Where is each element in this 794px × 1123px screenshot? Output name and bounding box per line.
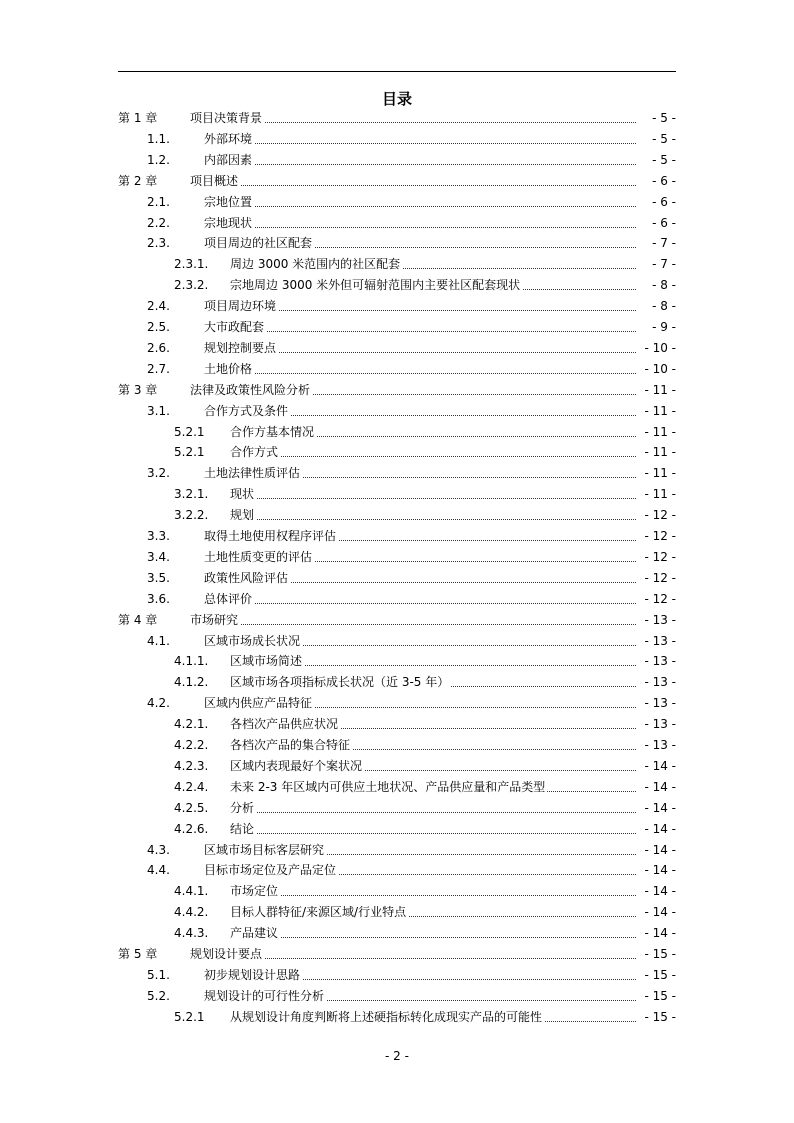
toc-dot-leader [204,373,636,374]
toc-entry[interactable] [118,986,676,1006]
toc-entry[interactable] [118,359,676,379]
toc-dot-leader [230,456,636,457]
toc-entry-label[interactable]: 区域市场目标客层研究 [204,840,326,860]
toc-entry-label[interactable]: 项目周边环境 [204,296,278,316]
toc-entry[interactable] [118,756,676,776]
toc-entry[interactable] [118,213,676,233]
toc-entry[interactable] [118,254,676,274]
toc-entry-number: 3.1. [147,403,170,418]
toc-entry-page: - 15 - [642,944,676,964]
toc-entry-number: 2.3.2. [174,278,209,293]
toc-dot-leader [190,624,636,625]
toc-entry-label[interactable]: 区域市场各项指标成长状况（近 3-5 年） [230,672,451,692]
toc-entry[interactable] [118,442,676,462]
toc-entry-number: 第 3 章 [118,382,158,397]
toc-entry[interactable] [118,1007,676,1027]
toc-entry-label[interactable]: 目标市场定位及产品定位 [204,860,338,880]
toc-entry[interactable] [118,944,676,964]
toc-entry-page: - 12 - [642,526,676,546]
toc-dot-leader [204,164,636,165]
toc-entry-number: 4.1. [147,633,170,648]
toc-entry-page: - 12 - [642,568,676,588]
toc-entry[interactable] [118,275,676,295]
toc-entry[interactable] [118,505,676,525]
toc-entry-label[interactable]: 各档次产品供应状况 [230,714,340,734]
toc-dot-leader [230,519,636,520]
toc-entry-number: 5.2.1 [174,1009,205,1024]
toc-entry[interactable] [118,840,676,860]
toc-entry[interactable] [118,150,676,170]
toc-entry-page: - 14 - [642,819,676,839]
toc-dot-leader [190,185,636,186]
toc-entry-page: - 7 - [650,233,676,253]
toc-entry-page: - 10 - [642,338,676,358]
toc-entry-page: - 13 - [642,672,676,692]
toc-entry-number: 4.2.3. [174,758,209,773]
toc-entry-number: 第 1 章 [118,111,158,125]
toc-entry[interactable] [118,484,676,504]
toc-entry-number: 3.3. [147,529,170,543]
toc-entry[interactable] [118,693,676,713]
toc-entry-number: 1.2. [147,152,170,167]
toc-entry-label[interactable]: 规划设计要点 [190,944,264,964]
toc-entry-number: 第 2 章 [118,173,158,188]
toc-entry-number: 4.1.2. [174,675,209,690]
toc-entry-number: 2.3. [147,236,170,251]
toc-entry-page: - 13 - [642,651,676,671]
toc-entry-number: 3.2.1. [174,487,209,502]
toc-entry-number: 2.1. [147,194,170,209]
toc-entry-number: 第 5 章 [118,947,158,961]
toc-entry[interactable] [118,651,676,671]
toc-entry-page: - 11 - [642,422,676,442]
toc-entry-page: - 14 - [642,777,676,797]
toc-dot-leader [204,206,636,207]
toc-entry-label[interactable]: 政策性风险评估 [204,568,290,588]
toc-entry-page: - 5 - [650,150,676,170]
toc-entry-label[interactable]: 区域内供应产品特征 [204,693,314,713]
toc-entry[interactable] [118,171,676,191]
toc-entry-page: - 11 - [642,401,676,421]
toc-entry-label[interactable]: 项目决策背景 [190,108,264,128]
toc-entry-label[interactable]: 法律及政策性风险分析 [190,380,312,400]
toc-entry-label[interactable]: 大市政配套 [204,317,266,337]
toc-entry[interactable] [118,192,676,212]
toc-entry-page: - 7 - [650,254,676,274]
toc-entry-page: - 15 - [642,1007,676,1027]
toc-entry-label[interactable]: 宗地位置 [204,192,254,212]
toc-dot-leader [204,603,636,604]
toc-entry-page: - 6 - [650,192,676,212]
toc-entry-number: 4.3. [147,842,170,857]
toc-entry[interactable] [118,380,676,400]
toc-entry-label[interactable]: 目标人群特征/来源区域/行业特点 [230,902,408,922]
toc-entry-page: - 14 - [642,798,676,818]
toc-entry-number: 3.2.2. [174,508,209,523]
toc-entry[interactable] [118,338,676,358]
toc-entry-page: - 15 - [642,965,676,985]
toc-entry-page: - 6 - [650,213,676,233]
toc-entry[interactable] [118,526,676,546]
toc-entry[interactable] [118,108,676,128]
toc-entry[interactable] [118,233,676,253]
toc-dot-leader [204,227,636,228]
toc-entry[interactable] [118,798,676,818]
toc-entry-label[interactable]: 合作方基本情况 [230,422,316,442]
toc-entry-label[interactable]: 产品建议 [230,923,280,943]
toc-entry-label[interactable]: 周边 3000 米范围内的社区配套 [230,254,402,274]
toc-entry[interactable] [118,422,676,442]
toc-entry-number: 4.2. [147,696,170,711]
toc-entry-number: 3.6. [147,591,170,606]
toc-dot-leader [230,895,636,896]
toc-entry-page: - 10 - [642,359,676,379]
toc-entry-number: 4.2.5. [174,800,209,815]
toc-entry-label[interactable]: 合作方式 [230,442,280,462]
toc-title: 目录 [381,90,412,108]
toc-entry-page: - 11 - [642,380,676,400]
toc-entry-number: 4.2.1. [174,717,209,732]
toc-entry[interactable] [118,714,676,734]
toc-entry[interactable] [118,902,676,922]
toc-entry-label[interactable]: 规划控制要点 [204,338,278,358]
toc-dot-leader [204,143,636,144]
toc-entry[interactable] [118,881,676,901]
toc-entry-page: - 13 - [642,714,676,734]
toc-entry-page: - 11 - [642,442,676,462]
toc-dot-leader [230,833,636,834]
toc-dot-leader [204,331,636,332]
toc-entry[interactable] [118,672,676,692]
toc-entry-number: 4.4.1. [174,884,209,899]
toc-entry-number: 3.5. [147,570,170,585]
toc-entry-page: - 5 - [650,108,676,128]
header-rule [118,71,676,72]
toc-entry-page: - 14 - [642,756,676,776]
toc-entry-number: 5.2. [147,988,170,1003]
toc-entry[interactable] [118,860,676,880]
toc-entry-label[interactable]: 内部因素 [204,150,254,170]
toc-entry[interactable] [118,777,676,797]
toc-entry-number: 4.4.2. [174,905,209,920]
toc-entry-page: - 14 - [642,923,676,943]
toc-entry-label[interactable]: 市场定位 [230,881,280,901]
toc-entry-label[interactable]: 总体评价 [204,589,254,609]
toc-entry-number: 2.5. [147,320,170,334]
toc-entry-label[interactable]: 项目周边的社区配套 [204,233,314,253]
toc-entry-page: - 14 - [642,902,676,922]
toc-entry-number: 5.1. [147,967,170,982]
toc-entry-number: 5.2.1 [174,445,205,460]
toc-entry-number: 第 4 章 [118,612,158,627]
toc-entry-label[interactable]: 初步规划设计思路 [204,965,302,985]
toc-entry-label[interactable]: 土地法律性质评估 [204,463,302,483]
toc-entry-number: 4.2.4. [174,779,209,794]
toc-entry-page: - 8 - [650,296,676,316]
toc-entry-number: 2.3.1. [174,257,209,272]
toc-entry-page: - 5 - [650,129,676,149]
toc-entry-label[interactable]: 取得土地使用权程序评估 [204,526,338,546]
toc-entry-page: - 14 - [642,860,676,880]
toc-entry-label[interactable]: 区域市场成长状况 [204,631,302,651]
toc-entry[interactable] [118,568,676,588]
toc-entry-page: - 14 - [642,840,676,860]
toc-entry-page: - 13 - [642,735,676,755]
toc-dot-leader [230,937,636,938]
toc-entry-label[interactable]: 区域内表现最好个案状况 [230,756,364,776]
toc-entry-label[interactable]: 土地价格 [204,359,254,379]
toc-entry-label[interactable]: 宗地周边 3000 米外但可辐射范围内主要社区配套现状 [230,275,522,295]
toc-entry-label[interactable]: 规划设计的可行性分析 [204,986,326,1006]
toc-entry-label[interactable]: 项目概述 [190,171,240,191]
page-number: - 2 - [385,1049,409,1063]
toc-entry-label[interactable]: 规划 [230,505,256,525]
toc-dot-leader [230,812,636,813]
toc-entry-number: 1.1. [147,131,170,146]
toc-entry-number: 2.2. [147,215,170,230]
toc-entry-label[interactable]: 从规划设计角度判断将上述硬指标转化成现实产品的可能性 [230,1007,544,1027]
toc-entry-page: - 8 - [650,275,676,295]
toc-entry-page: - 12 - [642,589,676,609]
toc-entry-page: - 12 - [642,547,676,567]
toc-entry-label[interactable]: 现状 [230,484,256,504]
toc-entry-label[interactable]: 合作方式及条件 [204,401,290,421]
toc-dot-leader [230,498,636,499]
toc-entry[interactable] [118,401,676,421]
toc-entry-page: - 14 - [642,881,676,901]
toc-entry-page: - 9 - [650,317,676,337]
toc-entry[interactable] [118,296,676,316]
toc-entry-number: 2.7. [147,361,170,376]
toc-entry-number: 2.4. [147,299,170,314]
toc-entry-page: - 11 - [642,484,676,504]
toc-entry-page: - 13 - [642,610,676,630]
toc-entry-label[interactable]: 外部环境 [204,129,254,149]
toc-entry-number: 4.1.1. [174,654,209,669]
toc-entry-label[interactable]: 区域市场简述 [230,651,304,671]
toc-entry[interactable] [118,965,676,985]
toc-entry[interactable] [118,735,676,755]
toc-entry[interactable] [118,129,676,149]
toc-entry-number: 5.2.1 [174,424,205,439]
toc-entry[interactable] [118,589,676,609]
toc-entry-label[interactable]: 土地性质变更的评估 [204,547,314,567]
toc-entry-number: 3.4. [147,549,170,564]
toc-entry-page: - 11 - [642,463,676,483]
toc-entry[interactable] [118,547,676,567]
toc-entry-page: - 13 - [642,631,676,651]
toc-entry-page: - 6 - [650,171,676,191]
toc-entry-label[interactable]: 未来 2-3 年区域内可供应土地状况、产品供应量和产品类型 [230,777,547,797]
toc-entry[interactable] [118,610,676,630]
toc-entry[interactable] [118,317,676,337]
toc-entry-label[interactable]: 市场研究 [190,610,240,630]
toc-entry-number: 4.2.6. [174,821,209,836]
toc-entry[interactable] [118,463,676,483]
toc-entry-page: - 12 - [642,505,676,525]
toc-entry-number: 3.2. [147,466,170,481]
toc-entry-page: - 13 - [642,693,676,713]
toc-entry-label[interactable]: 宗地现状 [204,213,254,233]
toc-entry-number: 4.4. [147,863,170,878]
toc-entry-label[interactable]: 结论 [230,819,256,839]
toc-entry[interactable] [118,631,676,651]
toc-entry-label[interactable]: 分析 [230,798,256,818]
toc-entry-number: 2.6. [147,340,170,355]
toc-entry[interactable] [118,819,676,839]
toc-entry-label[interactable]: 各档次产品的集合特征 [230,735,352,755]
toc-entry-page: - 15 - [642,986,676,1006]
toc-entry[interactable] [118,923,676,943]
toc-entry-number: 4.4.3. [174,926,209,941]
toc-entry-number: 4.2.2. [174,738,209,752]
